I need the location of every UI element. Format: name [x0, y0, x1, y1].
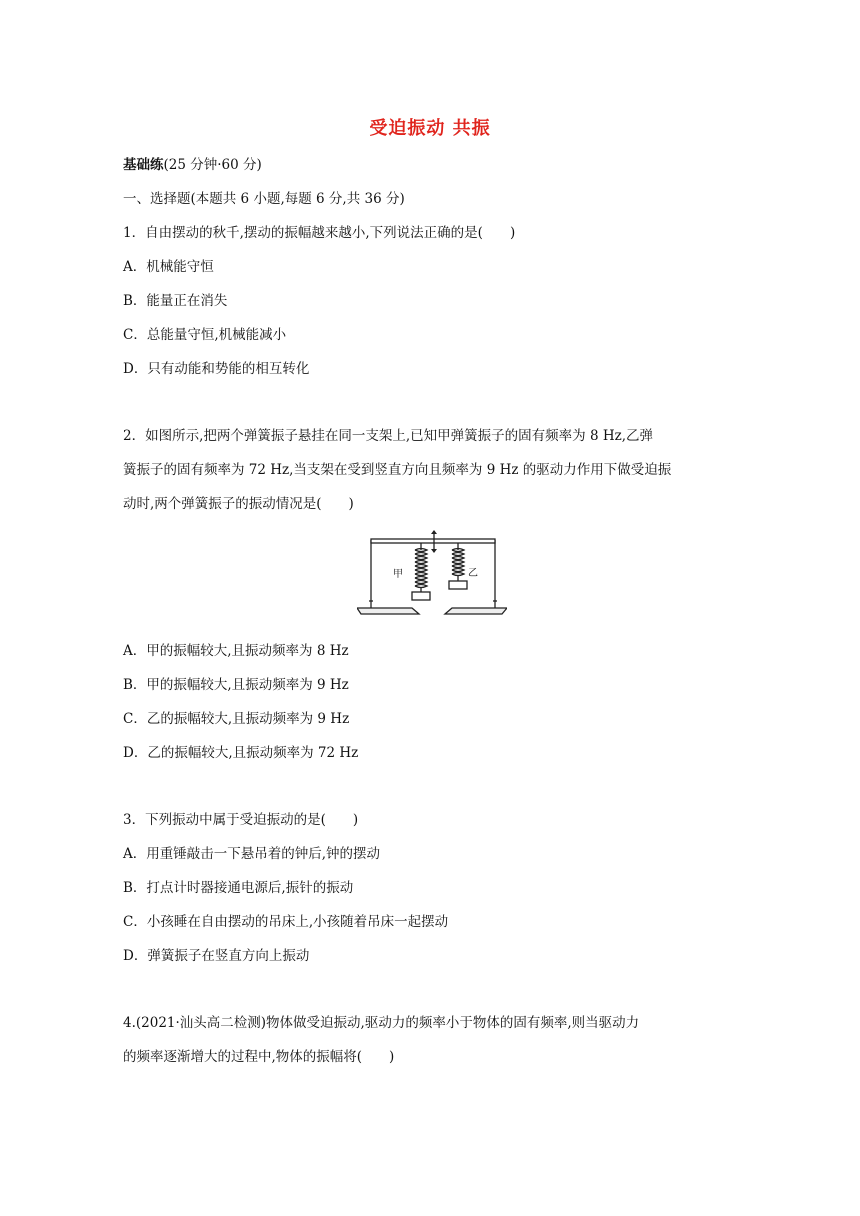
- question-4-stem-line-2: 的频率逐渐增大的过程中,物体的振幅将( ): [123, 1049, 395, 1065]
- question-1-option-b: B．能量正在消失: [123, 293, 228, 309]
- question-1-option-c: C．总能量守恒,机械能减小: [123, 327, 287, 343]
- question-3-stem: 3．下列振动中属于受迫振动的是( ): [123, 812, 359, 828]
- section-info: (25 分钟·60 分): [163, 157, 262, 173]
- question-1-option-d: D．只有动能和势能的相互转化: [123, 361, 310, 377]
- question-3-option-d: D．弹簧振子在竖直方向上振动: [123, 948, 310, 964]
- question-2-stem-line-3: 动时,两个弹簧振子的振动情况是( ): [123, 496, 354, 512]
- question-2-stem-line-2: 簧振子的固有频率为 72 Hz,当支架在受到竖直方向且频率为 9 Hz 的驱动力作用下做受迫振: [123, 462, 672, 478]
- figure-label-right: 乙: [468, 568, 478, 579]
- question-2-option-b: B．甲的振幅较大,且振动频率为 9 Hz: [123, 677, 349, 693]
- question-2-option-c: C．乙的振幅较大,且振动频率为 9 Hz: [123, 711, 350, 727]
- question-1-stem: 1．自由摆动的秋千,摆动的振幅越来越小,下列说法正确的是( ): [123, 225, 516, 241]
- question-1-option-a: A．机械能守恒: [123, 259, 214, 275]
- question-3-option-a: A．用重锤敲击一下悬吊着的钟后,钟的摆动: [123, 846, 381, 862]
- question-2-stem-line-1: 2．如图所示,把两个弹簧振子悬挂在同一支架上,已知甲弹簧振子的固有频率为 8 Hz,乙弹: [123, 428, 654, 444]
- figure-label-left: 甲: [393, 569, 403, 580]
- section-header: [123, 155, 262, 175]
- question-4-stem-line-1: 4.(2021·汕头高二检测)物体做受迫振动,驱动力的频率小于物体的固有频率,则当驱动力: [123, 1015, 640, 1031]
- question-3-option-c: C．小孩睡在自由摆动的吊床上,小孩随着吊床一起摆动: [123, 914, 449, 930]
- spring-oscillator-figure: [357, 530, 507, 620]
- part-heading: 一、选择题(本题共 6 小题,每题 6 分,共 36 分): [123, 191, 405, 207]
- question-2-option-d: D．乙的振幅较大,且振动频率为 72 Hz: [123, 745, 359, 761]
- question-2-option-a: A．甲的振幅较大,且振动频率为 8 Hz: [123, 643, 349, 659]
- question-3-option-b: B．打点计时器接通电源后,振针的振动: [123, 880, 354, 896]
- section-label: 基础练: [123, 157, 164, 173]
- page-title: 受迫振动 共振: [369, 118, 491, 139]
